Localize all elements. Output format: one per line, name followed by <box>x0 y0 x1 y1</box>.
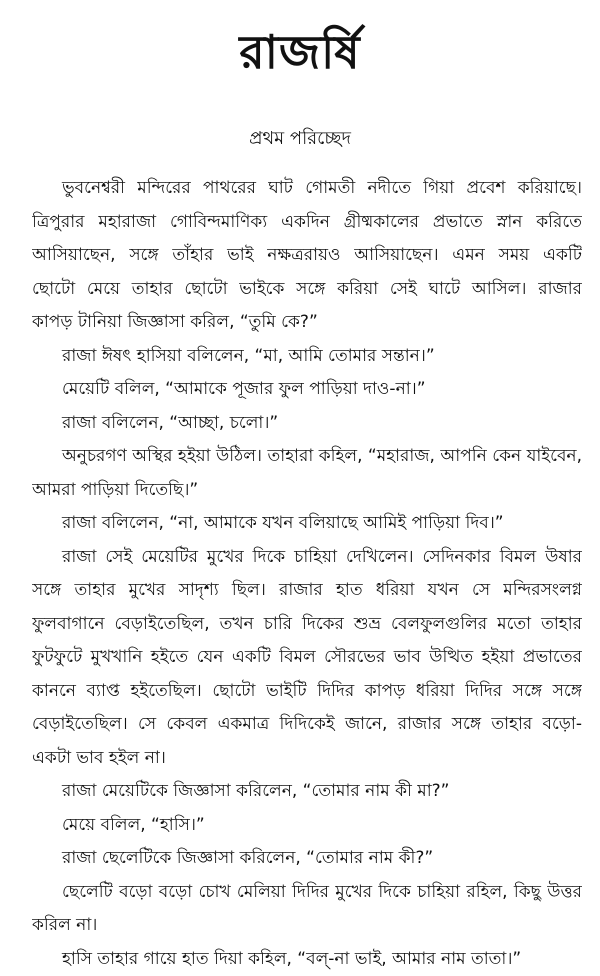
text-line: একটা ভাব হইল না। <box>32 742 582 776</box>
text-line: ছোটো মেয়ে তাহার ছোটো ভাইকে সঙ্গে করিয়া সেই ঘাটে আসিল। রাজার <box>32 273 582 307</box>
text-line: করিল না। <box>32 909 582 943</box>
text-line: রাজা বলিলেন, “আচ্ছা, চলো।” <box>32 407 582 441</box>
text-line: রাজা বলিলেন, “না, আমাকে যখন বলিয়াছে আমিই পাড়িয়া দিব।” <box>32 507 582 541</box>
chapter-heading: প্রথম পরিচ্ছেদ <box>0 126 600 152</box>
text-line: আসিয়াছেন, সঙ্গে তাঁহার ভাই নক্ষত্ররায়ও আসিয়াছেন। এমন সময় একটি <box>32 239 582 273</box>
text-line: মেয়ে বলিল, “হাসি।” <box>32 809 582 843</box>
text-line: মেয়েটি বলিল, “আমাকে পূজার ফুল পাড়িয়া দাও-না।” <box>32 373 582 407</box>
text-line: ফুটফুটে মুখখানি হইতে যেন একটি বিমল সৌরভের ভাব উত্থিত হইয়া প্রভাতের <box>32 641 582 675</box>
text-line: বেড়াইতেছিল। সে কেবল একমাত্র দিদিকেই জানে, রাজার সঙ্গে তাহার বড়ো- <box>32 708 582 742</box>
text-line: ফুলবাগানে বেড়াইতেছিল, তখন চারি দিকের শুভ্র বেলফুলগুলির মতো তাহার <box>32 608 582 642</box>
text-line: রাজা ছেলেটিকে জিজ্ঞাসা করিলেন, “তোমার নাম কী?” <box>32 842 582 876</box>
text-line: রাজা মেয়েটিকে জিজ্ঞাসা করিলেন, “তোমার নাম কী মা?” <box>32 775 582 809</box>
text-line: ভুবনেশ্বরী মন্দিরের পাথরের ঘাট গোমতী নদীতে গিয়া প্রবেশ করিয়াছে। <box>32 172 582 206</box>
text-line: সঙ্গে তাহার মুখের সাদৃশ্য ছিল। রাজার হাত ধরিয়া যখন সে মন্দিরসংলগ্ন <box>32 574 582 608</box>
text-line: ছেলেটি বড়ো বড়ো চোখ মেলিয়া দিদির মুখের দিকে চাহিয়া রহিল, কিছু উত্তর <box>32 876 582 910</box>
text-line: অনুচরগণ অস্থির হইয়া উঠিল। তাহারা কহিল, “মহারাজ, আপনি কেন যাইবেন, <box>32 440 582 474</box>
text-line: রাজা সেই মেয়েটির মুখের দিকে চাহিয়া দেখিলেন। সেদিনকার বিমল উষার <box>32 541 582 575</box>
text-line: কাপড় টানিয়া জিজ্ঞাসা করিল, “তুমি কে?” <box>32 306 582 340</box>
text-line: আমরা পাড়িয়া দিতেছি।” <box>32 474 582 508</box>
text-line: রাজা ঈষৎ হাসিয়া বলিলেন, “মা, আমি তোমার সন্তান।” <box>32 340 582 374</box>
text-line: হাসি তাহার গায়ে হাত দিয়া কহিল, “বল্-না ভাই, আমার নাম তাতা।” <box>32 943 582 976</box>
body-text <box>32 172 582 976</box>
text-line: কাননে ব্যাপ্ত হইতেছিল। ছোটো ভাইটি দিদির কাপড় ধরিয়া দিদির সঙ্গে সঙ্গে <box>32 675 582 709</box>
text-line: ত্রিপুরার মহারাজা গোবিন্দমাণিক্য একদিন গ্রীষ্মকালের প্রভাতে স্নান করিতে <box>32 206 582 240</box>
book-title: রাজর্ষি <box>0 22 600 82</box>
